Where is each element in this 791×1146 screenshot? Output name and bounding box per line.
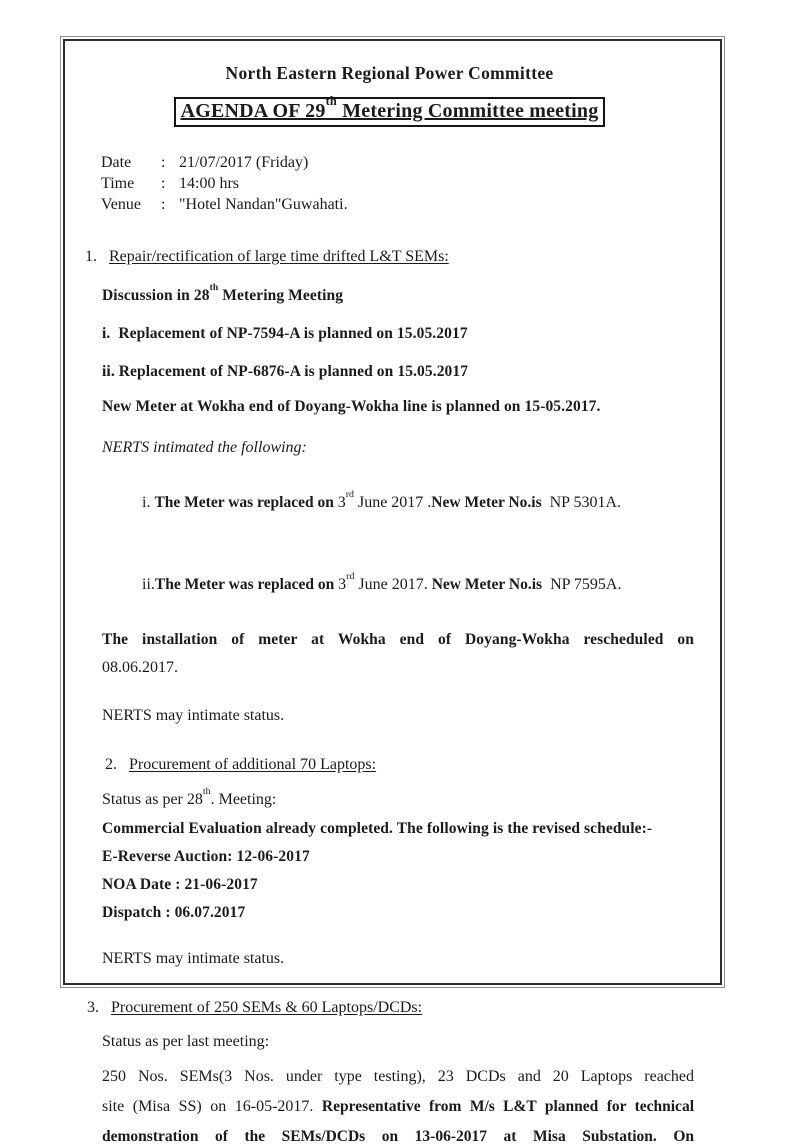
section-2-auction-line: E-Reverse Auction: 12-06-2017 (102, 848, 310, 865)
section-3-paragraph-line-2: site (Misa SS) on 16-05-2017. Representative from M/s L&T planned for technical (102, 1098, 694, 1115)
section-2-noa-line: NOA Date : 21-06-2017 (102, 876, 258, 893)
venue-value: "Hotel Nandan"Guwahati. (179, 196, 348, 213)
agenda-title-row (85, 94, 694, 127)
time-label: Time (101, 175, 135, 192)
agenda-title-box (174, 94, 606, 127)
section-1-item-ii: ii. Replacement of NP-6876-A is planned on 15.05.2017 (102, 363, 469, 380)
section-1-title: Repair/rectification of large time drifted L&T SEMs: (109, 248, 449, 265)
page-content (63, 39, 722, 1145)
date-value: 21/07/2017 (Friday) (179, 154, 309, 171)
org-title: North Eastern Regional Power Committee (225, 63, 554, 83)
venue-label: Venue (101, 196, 141, 213)
section-1-nerts-intimated: NERTS intimated the following: (102, 439, 307, 456)
section-1-new-meter-line: New Meter at Wokha end of Doyang-Wokha line is planned on 15-05.2017. (102, 398, 601, 415)
section-2-heading: 2. Procurement of additional 70 Laptops: (105, 756, 377, 773)
section-1-item-i: i. Replacement of NP-7594-A is planned on 15.05.2017 (102, 325, 468, 342)
section-1-reschedule-date: 08.06.2017. (102, 658, 178, 676)
section-2-status-line: Status as per 28th. Meeting: (102, 786, 277, 808)
meta-time-row: Time : 14:00 hrs (101, 175, 239, 192)
section-1-heading: 1. Repair/rectification of large time drifted L&T SEMs: (85, 248, 449, 265)
meeting-meta (101, 152, 694, 215)
meta-date-row: Date : 21/07/2017 (Friday) (101, 154, 309, 171)
section-2-commercial-line: Commercial Evaluation already completed. The following is the revised schedule:- (102, 820, 653, 837)
section-3-paragraph-line-1: 250 Nos. SEMs(3 Nos. under type testing), 23 DCDs and 20 Laptops reached (102, 1068, 694, 1085)
section-3-title: Procurement of 250 SEMs & 60 Laptops/DCDs: (111, 999, 423, 1016)
section-1-reschedule-line: The installation of meter at Wokha end of Doyang-Wokha rescheduled on (102, 631, 694, 648)
section-1-status-note: NERTS may intimate status. (102, 707, 285, 724)
section-1-reply-ii: ii.The Meter was replaced on 3rd June 2017. New Meter No.is NP 7595A. (142, 571, 622, 593)
section-2-title: Procurement of additional 70 Laptops: (129, 756, 377, 773)
agenda-title: AGENDA OF 29th Metering Committee meeting (180, 94, 599, 122)
section-2 (85, 756, 694, 968)
section-1-discussion-heading: Discussion in 28th Metering Meeting (102, 282, 344, 304)
section-3-heading: 3. Procurement of 250 SEMs & 60 Laptops/DCDs: (87, 999, 423, 1016)
section-3-status-line: Status as per last meeting: (102, 1033, 270, 1050)
date-label: Date (101, 154, 132, 171)
meta-venue-row: Venue : "Hotel Nandan"Guwahati. (101, 196, 348, 213)
section-3 (85, 999, 694, 1146)
page-border (60, 36, 725, 1145)
section-3-paragraph-line-3: demonstration of the SEMs/DCDs on 13-06-2017 at Misa Substation. On (102, 1128, 694, 1145)
section-2-dispatch-line: Dispatch : 06.07.2017 (102, 904, 246, 921)
time-value: 14:00 hrs (179, 175, 239, 192)
section-1 (85, 248, 694, 725)
section-2-status-note: NERTS may intimate status. (102, 950, 285, 967)
section-1-reply-i: i. The Meter was replaced on 3rd June 2017 .New Meter No.is NP 5301A. (142, 488, 622, 511)
